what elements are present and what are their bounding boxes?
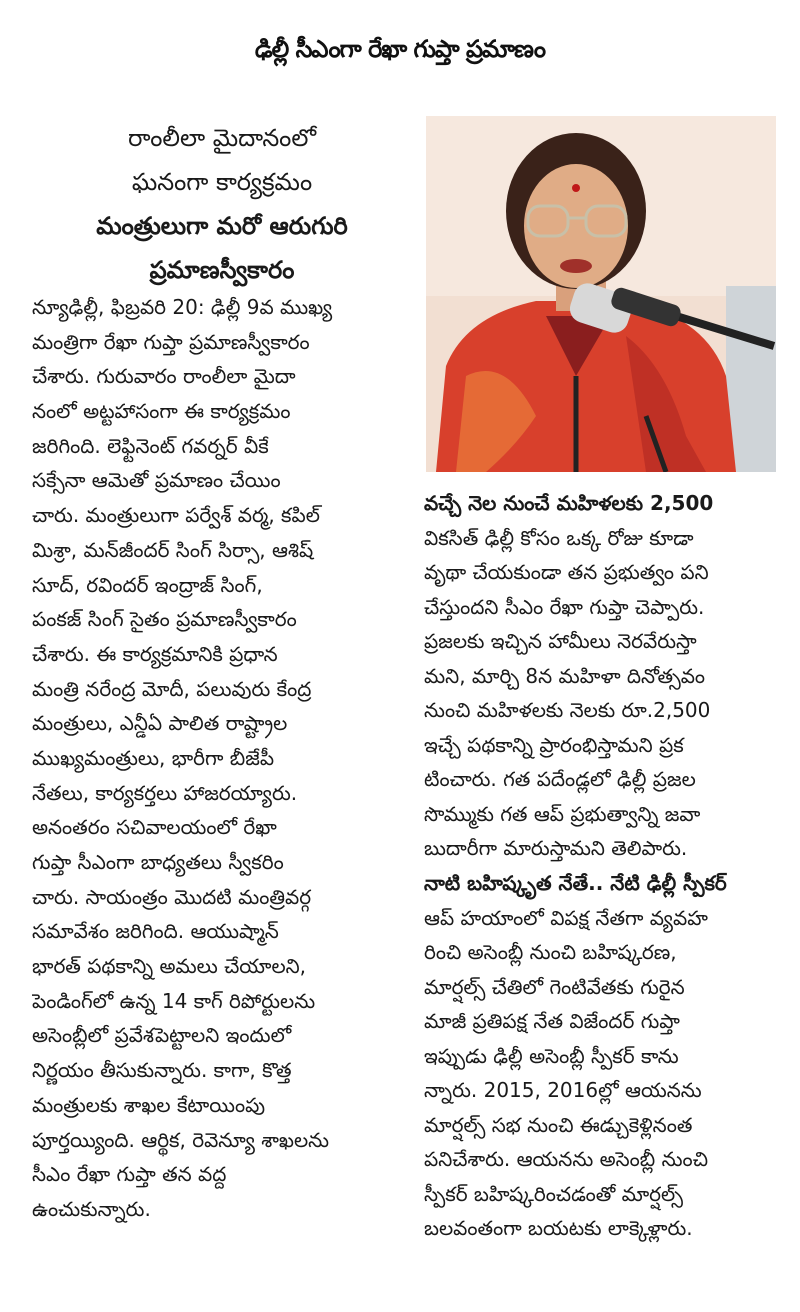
body-text-line: వికసిత్ ఢిల్లీ కోసం ఒక్క రోజు కూడా <box>424 525 694 550</box>
body-text-line: పూర్తయ్యింది. ఆర్థిక, రెవెన్యూ శాఖలను <box>32 1127 330 1152</box>
body-text-line: చారు. సాయంత్రం మొదటి మంత్రివర్గ <box>32 884 312 909</box>
body-text-line: మంత్రులకు శాఖల కేటాయింపు <box>32 1092 266 1117</box>
subheadline-ministers <box>32 204 412 292</box>
news-photo <box>426 116 776 472</box>
body-text-line: చేస్తుందని సీఎం రేఖా గుప్తా చెప్పారు. <box>424 594 705 619</box>
body-text-line: అనంతరం సచివాలయంలో రేఖా <box>32 815 277 840</box>
body-text-line: రించి అసెంబ్లీ నుంచి బహిష్కరణ, <box>424 940 677 965</box>
section-subheading: వచ్చే నెల నుంచే మహిళలకు 2,500 <box>424 491 714 515</box>
body-text-line: మంత్రులు, ఎన్డీఏ పాలిత రాష్ట్రాల <box>32 711 288 736</box>
body-text-line: మంత్రిగా రేఖా గుప్తా ప్రమాణస్వీకారం <box>32 329 310 354</box>
body-text-line: మని, మార్చి 8న మహిళా దినోత్సవం <box>424 663 706 688</box>
subheadline-venue <box>32 116 412 204</box>
body-text-line: జరిగింది. లెఫ్టినెంట్ గవర్నర్ వీకే <box>32 433 269 458</box>
subheadline-line: ఘనంగా కార్యక్రమం <box>131 168 313 196</box>
body-text-line: టించారు. గత పదేండ్లలో ఢిల్లీ ప్రజల <box>424 767 696 792</box>
body-text-line: భారత్ పథకాన్ని అమలు చేయాలని, <box>32 954 307 979</box>
body-text-line: మంత్రి నరేంద్ర మోదీ, పలువురు కేంద్ర <box>32 676 312 701</box>
body-text-line: చేశారు. ఈ కార్యక్రమానికి ప్రధాన <box>32 641 278 666</box>
body-text-line: న్నారు. 2015, 2016ల్లో ఆయనను <box>424 1078 702 1103</box>
body-text-line: బలవంతంగా బయటకు లాక్కెళ్లారు. <box>424 1216 693 1241</box>
body-text-line: గుప్తా సీఎంగా బాధ్యతలు స్వీకరిం <box>32 850 284 874</box>
body-text-line: చేశారు. గురువారం రాంలీలా మైదా <box>32 364 296 389</box>
body-text-line: సీఎం రేఖా గుప్తా తన వద్ద <box>32 1162 227 1187</box>
body-text-line: ఇప్పుడు ఢిల్లీ అసెంబ్లీ స్పీకర్ కాను <box>424 1043 679 1068</box>
body-text-line: వృథా చేయకుండా తన ప్రభుత్వం పని <box>424 560 709 585</box>
body-text-line: ఉంచుకున్నారు. <box>32 1196 151 1221</box>
body-text-line: మార్షల్స్ చేతిలో గెంటివేతకు గురైన <box>424 974 685 999</box>
body-text-line: ఆప్ హయాంలో విపక్ష నేతగా వ్యవహ <box>424 905 708 930</box>
body-text-line: నంలో అట్టహాసంగా ఈ కార్యక్రమం <box>32 399 291 424</box>
subheadline-line: మంత్రులుగా మరో ఆరుగురి <box>96 212 348 240</box>
body-text-line: ఇచ్చే పథకాన్ని ప్రారంభిస్తామని ప్రక <box>424 732 684 757</box>
body-text-line: నిర్ణయం తీసుకున్నారు. కాగా, కొత్త <box>32 1058 292 1083</box>
body-text-line: అసెంబ్లీలో ప్రవేశపెట్టాలని ఇందులో <box>32 1023 292 1048</box>
body-text-line: నేతలు, కార్యకర్తలు హాజరయ్యారు. <box>32 780 298 805</box>
body-text-line: చారు. మంత్రులుగా పర్వేశ్ వర్మ, కపిల్ <box>32 503 320 528</box>
body-text-line: సొమ్ముకు గత ఆప్ ప్రభుత్వాన్ని జవా <box>424 801 701 826</box>
body-text-line: మిశ్రా, మన్‌జీందర్ సింగ్ సిర్సా, ఆశిష్ <box>32 537 314 562</box>
right-column <box>424 486 780 1246</box>
body-text-line: సక్సేనా ఆమెతో ప్రమాణం చేయిం <box>32 468 281 493</box>
body-text-line: పెండింగ్‌లో ఉన్న 14 కాగ్ రిపోర్టులను <box>32 988 316 1013</box>
body-text-line: సూద్, రవిందర్ ఇంద్రాజ్ సింగ్, <box>32 572 263 597</box>
photo-illustration <box>426 116 776 472</box>
body-text-line: ప్రజలకు ఇచ్చిన హామీలు నెరవేరుస్తా <box>424 629 697 654</box>
body-text-line: నుంచి మహిళలకు నెలకు రూ.2,500 <box>424 698 711 723</box>
body-text-line: పనిచేశారు. ఆయనను అసెంబ్లీ నుంచి <box>424 1147 709 1172</box>
body-text-line: న్యూఢిల్లీ, ఫిబ్రవరి 20: ఢిల్లీ 9వ ముఖ్య <box>32 295 333 319</box>
subheadline-line: రాంలీలా మైదానంలో <box>127 124 317 152</box>
left-column <box>32 290 406 1227</box>
body-text-line: స్పీకర్ బహిష్కరించడంతో మార్షల్స్ <box>424 1181 683 1206</box>
body-text-line: ముఖ్యమంత్రులు, భారీగా బీజేపీ <box>32 745 275 770</box>
body-text-line: మాజీ ప్రతిపక్ష నేత విజేందర్ గుప్తా <box>424 1009 680 1034</box>
body-text-line: బుదారీగా మారుస్తామని తెలిపారు. <box>424 836 688 861</box>
body-text-line: పంకజ్ సింగ్ సైతం ప్రమాణస్వీకారం <box>32 607 297 632</box>
headline: ఢిల్లీ సీఎంగా రేఖా గుప్తా ప్రమాణం <box>254 35 546 63</box>
body-text-line: సమావేశం జరిగింది. ఆయుష్మాన్ <box>32 919 279 944</box>
body-text-line: మార్షల్స్ సభ నుంచి ఈడ్చుకెళ్లినంత <box>424 1112 693 1137</box>
subheadline-line: ప్రమాణస్వీకారం <box>149 256 295 284</box>
section-subheading: నాటి బహిష్కృత నేతే.. నేటి ఢిల్లీ స్పీకర్ <box>424 871 727 896</box>
